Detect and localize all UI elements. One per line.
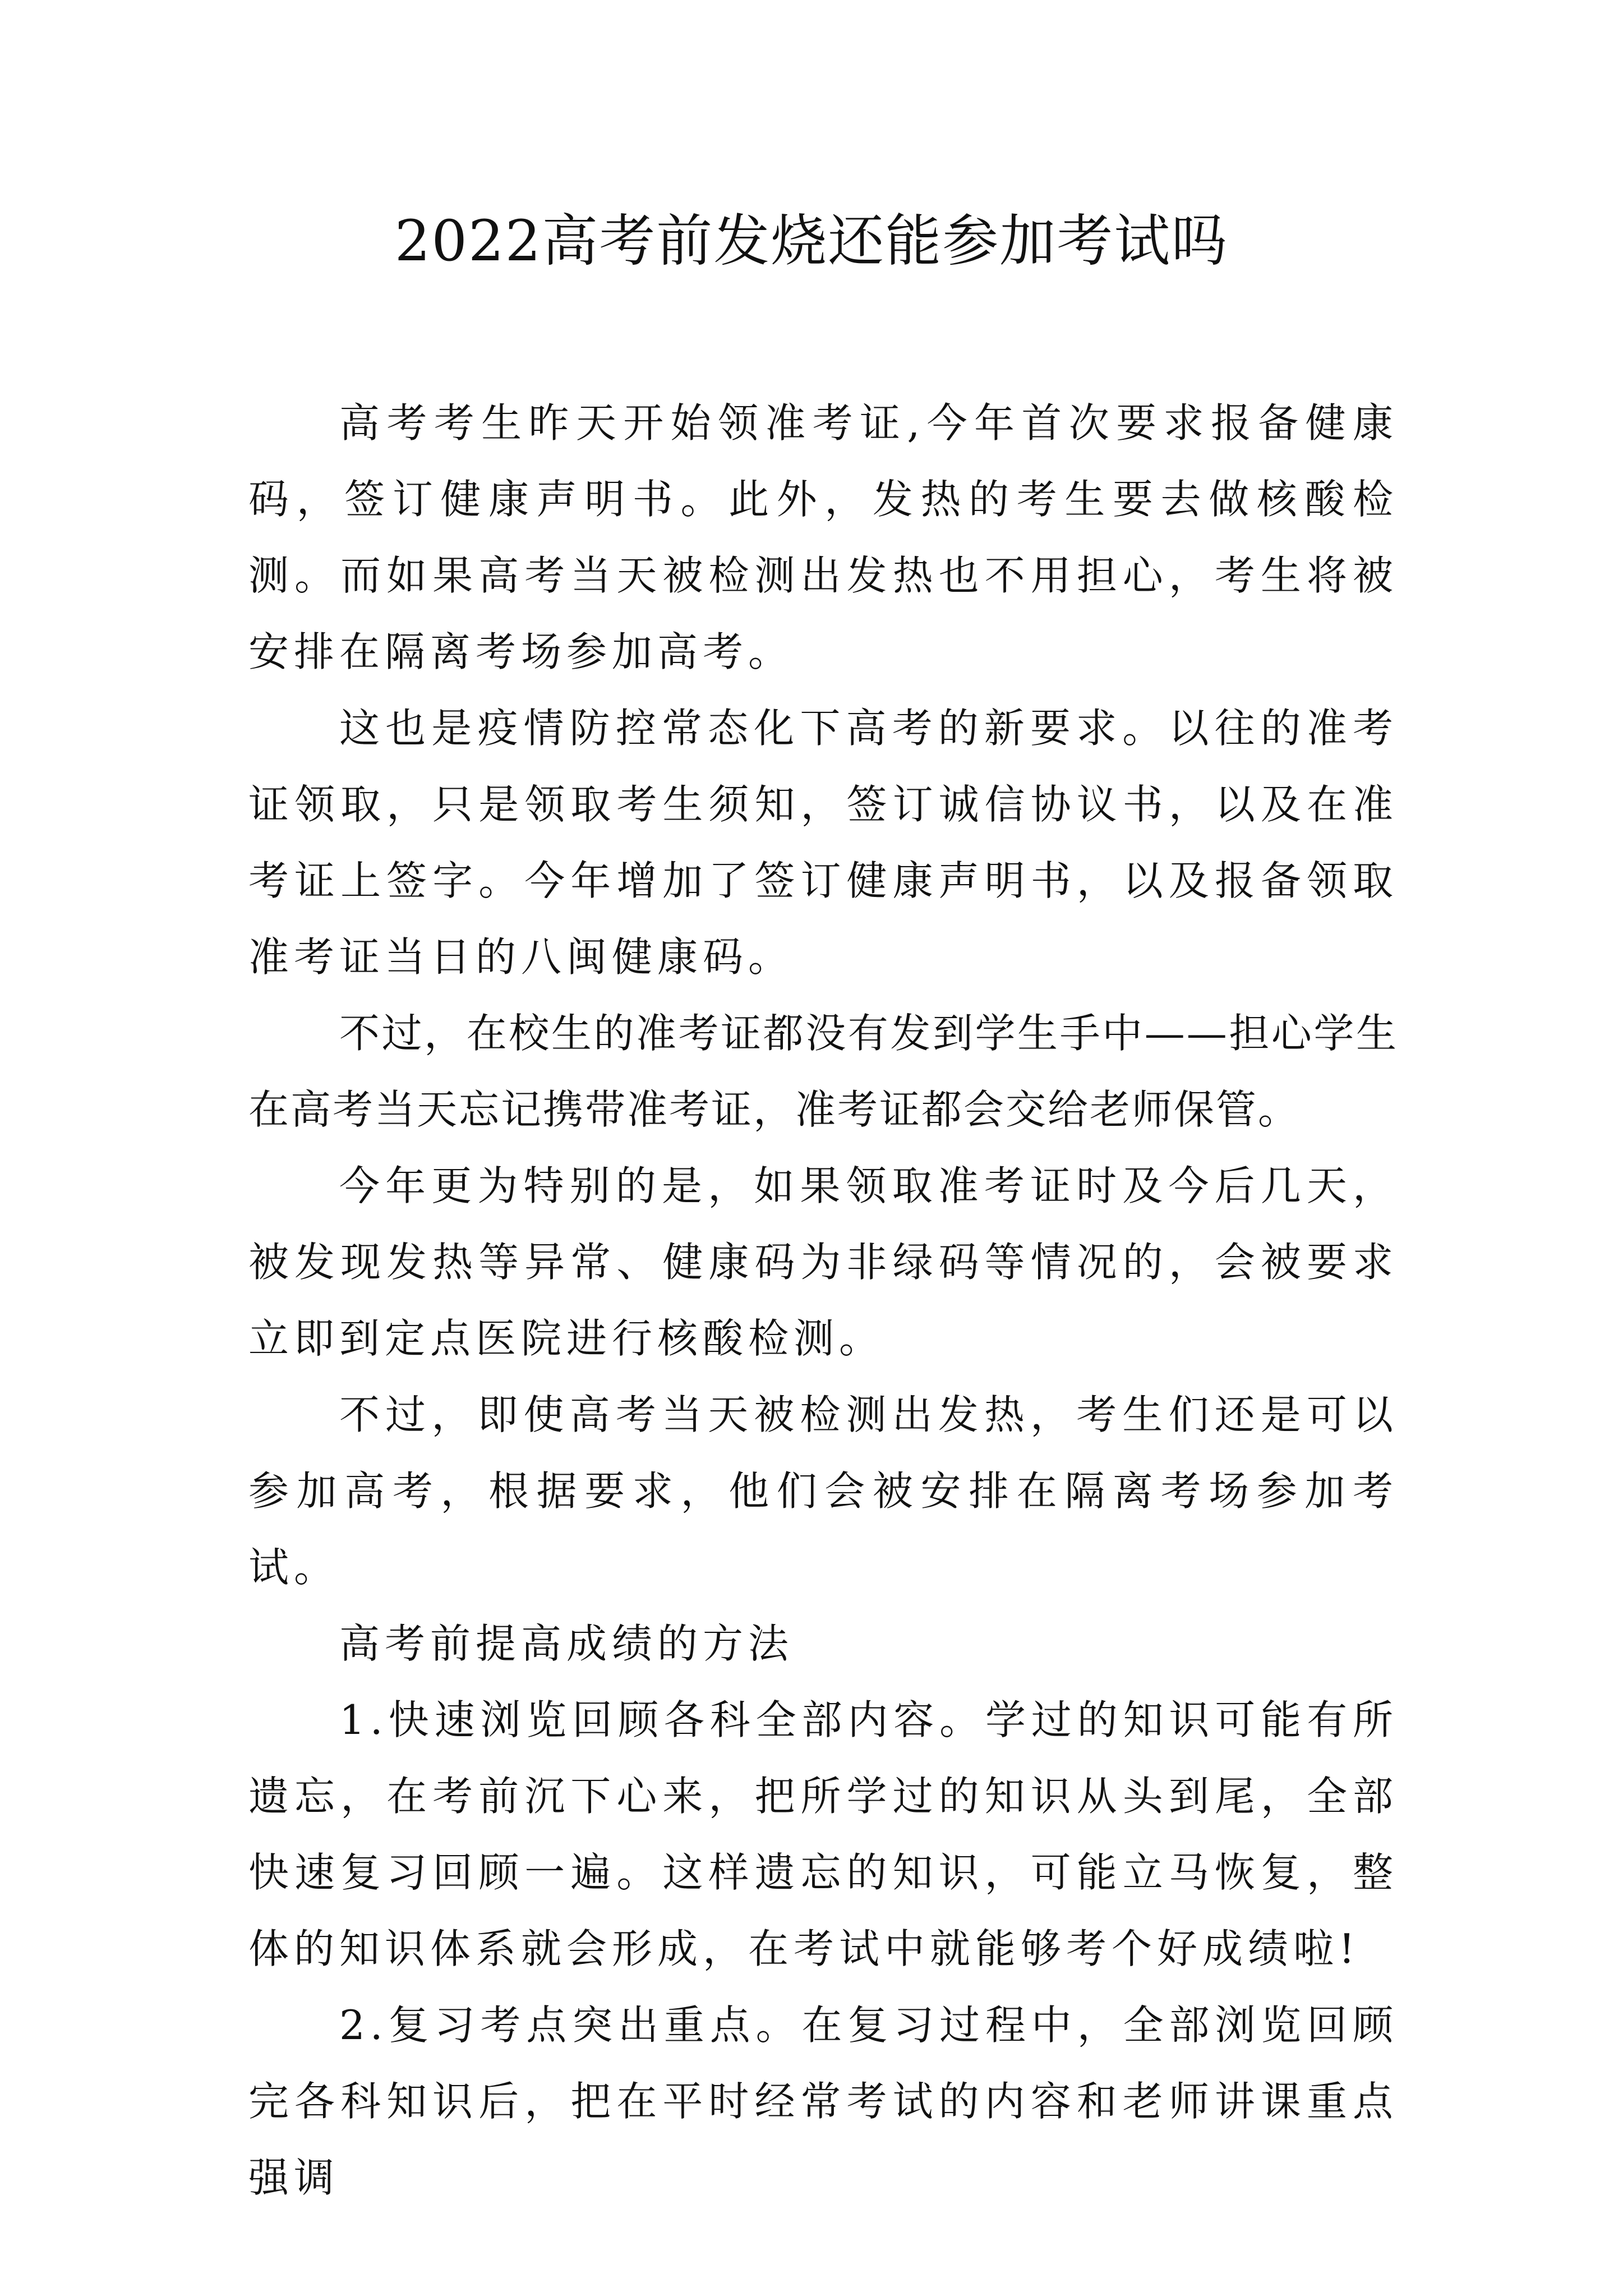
section-heading-methods: 高考前提高成绩的方法: [339, 1620, 794, 1667]
document-body: [248, 385, 1398, 2216]
paragraph-health-code: 高考考生昨天开始领准考证,今年首次要求报备健康码，签订健康声明书。此外，发热的考生要去做核酸检测。而如果高考当天被检测出发热也不用担心，考生将被安排在隔离考场参加高考。: [248, 399, 1398, 675]
paragraph-admission-ticket: 不过，在校生的准考证都没有发到学生手中——担心学生在高考当天忘记携带准考证，准考证都会交给老师保管。: [248, 1010, 1398, 1133]
paragraph-nucleic-test: 今年更为特别的是，如果领取准考证时及今后几天，被发现发热等异常、健康码为非绿码等情况的，会被要求立即到定点医院进行核酸检测。: [248, 1162, 1398, 1362]
paragraph-isolation-room: 不过，即使高考当天被检测出发热，考生们还是可以参加高考，根据要求，他们会被安排在隔离考场参加考试。: [248, 1391, 1398, 1591]
paragraph-new-requirements: 这也是疫情防控常态化下高考的新要求。以往的准考证领取，只是领取考生须知，签订诚信协议书，以及在准考证上签字。今年增加了签订健康声明书，以及报备领取准考证当日的八闽健康码。: [248, 705, 1398, 981]
paragraph-method-2: 2.复习考点突出重点。在复习过程中，全部浏览回顾完各科知识后，把在平时经常考试的内容和老师讲课重点强调: [248, 2001, 1398, 2201]
paragraph-method-1: 1.快速浏览回顾各科全部内容。学过的知识可能有所遗忘，在考前沉下心来，把所学过的知识从头到尾，全部快速复习回顾一遍。这样遗忘的知识，可能立马恢复，整体的知识体系就会形成，在考试中就能够考个好成绩啦!: [248, 1696, 1398, 1972]
document-title: 2022高考前发烧还能参加考试吗: [394, 208, 1229, 274]
